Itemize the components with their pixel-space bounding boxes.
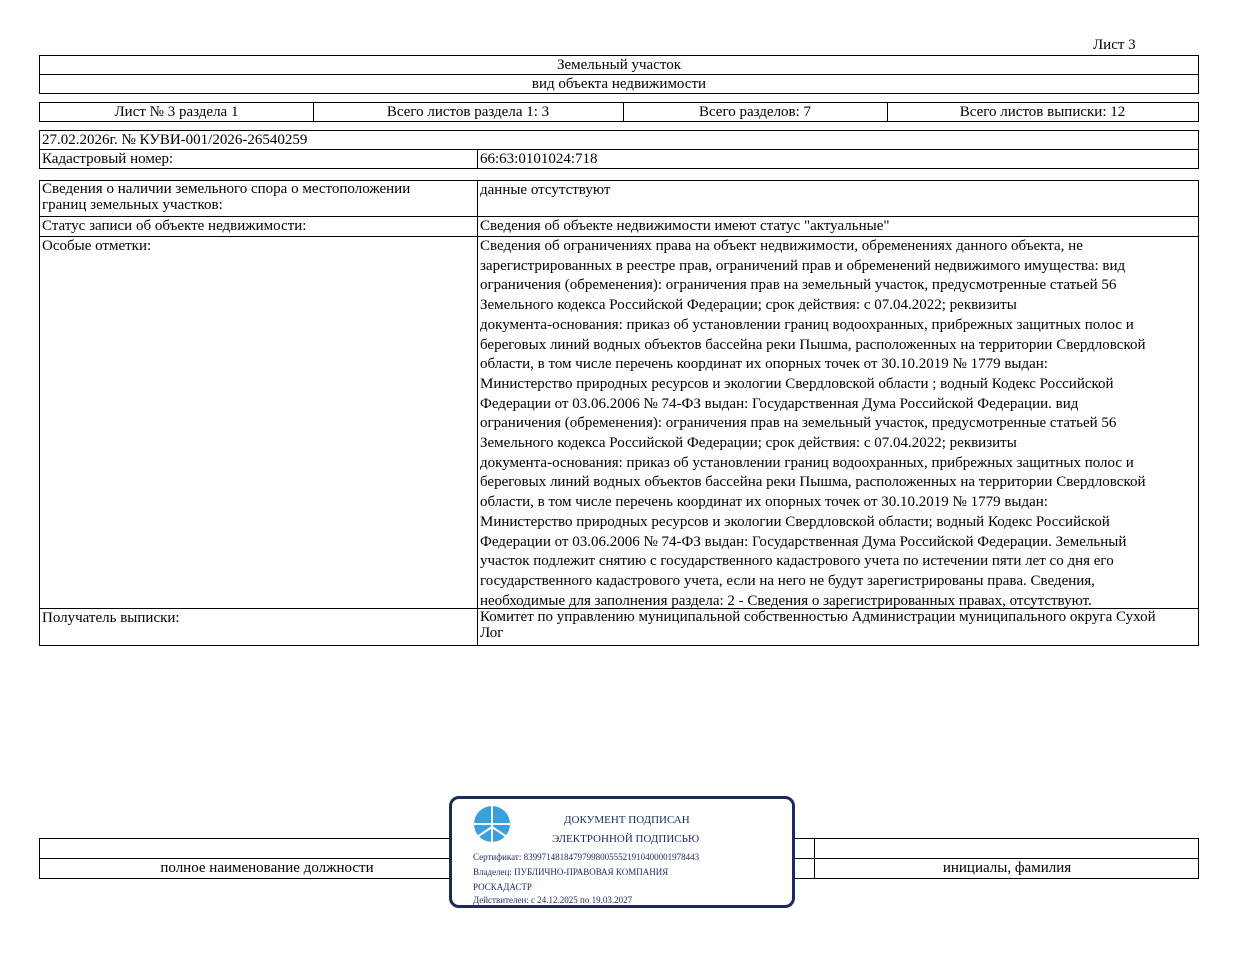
status-label: Статус записи об объекте недвижимости: bbox=[42, 218, 307, 234]
notes-line: необходимые для заполнения раздела: 2 - Сведения о зарегистрированных правах, отсутствуют. bbox=[480, 592, 1092, 609]
rosreestr-logo-icon bbox=[473, 805, 511, 843]
stamp-owner-org: РОСКАДАСТР bbox=[473, 882, 532, 892]
sheet-number: Лист № 3 раздела 1 bbox=[114, 104, 239, 120]
notes-line: Земельного кодекса Российской Федерации; срок действия: с 07.04.2022; реквизиты bbox=[480, 297, 1017, 314]
notes-line: береговых линий водных объектов бассейна реки Пышма, расположенных на территории Свердловской bbox=[480, 474, 1146, 491]
object-type-caption: вид объекта недвижимости bbox=[531, 76, 707, 92]
notes-line: Земельного кодекса Российской Федерации; срок действия: с 07.04.2022; реквизиты bbox=[480, 435, 1017, 452]
notes-label: Особые отметки: bbox=[42, 238, 152, 254]
cadastral-value: 66:63:0101024:718 bbox=[480, 151, 598, 167]
stamp-owner: Владелец: ПУБЛИЧНО-ПРАВОВАЯ КОМПАНИЯ bbox=[473, 867, 669, 877]
notes-value bbox=[480, 237, 1146, 611]
cadastral-label: Кадастровый номер: bbox=[42, 151, 174, 167]
notes-line: документа-основания: приказ об установлении границ водоохранных, прибрежных защитных полос и bbox=[480, 316, 1134, 333]
status-value: Сведения об объекте недвижимости имеют статус "актуальные" bbox=[480, 218, 890, 234]
notes-line: Федерации от 03.06.2006 № 74-ФЗ выдан: Государственная Дума Российской Федерации. Земельный bbox=[480, 533, 1127, 550]
stamp-subtitle: ЭЛЕКТРОННОЙ ПОДПИСЬЮ bbox=[552, 833, 700, 845]
stamp-certificate: Сертификат: 839971481847979980055521910400001978443 bbox=[473, 852, 700, 862]
sheet-label: Лист 3 bbox=[1093, 37, 1136, 53]
total-sections: Всего разделов: 7 bbox=[698, 104, 812, 120]
notes-line: государственного кадастрового учета, если на него не будут зарегистрированы права. Сведения, bbox=[480, 572, 1095, 589]
details-table bbox=[39, 180, 1199, 646]
recipient-value: Комитет по управлению муниципальной собственностью Администрации муниципального округа Сухой Лог bbox=[480, 609, 1156, 641]
sheet-meta-row bbox=[39, 102, 1199, 122]
stamp-validity: Действителен: с 24.12.2025 по 19.03.2027 bbox=[473, 895, 633, 905]
name-caption: инициалы, фамилия bbox=[942, 860, 1072, 876]
notes-line: области, в том числе перечень координат их опорных точек от 30.10.2019 № 1779 выдан: bbox=[480, 494, 1048, 511]
notes-line: области, в том числе перечень координат их опорных точек от 30.10.2019 № 1779 выдан: bbox=[480, 356, 1048, 373]
notes-line: Министерство природных ресурсов и экологии Свердловской области ; водный Кодекс Российской bbox=[480, 375, 1114, 392]
notes-line: Сведения об ограничениях права на объект недвижимости, обременениях данного объекта, не bbox=[480, 238, 1083, 254]
section-sheets: Всего листов раздела 1: 3 bbox=[386, 104, 550, 120]
recipient-label: Получатель выписки: bbox=[42, 610, 180, 626]
doc-number: 27.02.2026г. № КУВИ-001/2026-26540259 bbox=[42, 132, 308, 148]
total-sheets: Всего листов выписки: 12 bbox=[959, 104, 1126, 120]
stamp-title: ДОКУМЕНТ ПОДПИСАН bbox=[564, 814, 690, 826]
position-caption: полное наименование должности bbox=[160, 860, 374, 876]
notes-line: береговых линий водных объектов бассейна реки Пышма, расположенных на территории Свердловской bbox=[480, 336, 1146, 353]
notes-line: Федерации от 03.06.2006 № 74-ФЗ выдан: Государственная Дума Российской Федерации. вид bbox=[480, 395, 1079, 412]
notes-line: Министерство природных ресурсов и экологии Свердловской области; водный Кодекс Российской bbox=[480, 513, 1110, 530]
notes-line: участок подлежит снятию с государственного кадастрового учета по истечении пяти лет со дня его bbox=[480, 553, 1114, 570]
dispute-label: Сведения о наличии земельного спора о местоположении границ земельных участков: bbox=[42, 181, 411, 213]
doc-info bbox=[39, 130, 1199, 169]
notes-line: ограничения (обременения): ограничения прав на земельный участок, предусмотренные статьей 56 bbox=[480, 415, 1117, 432]
notes-line: зарегистрированных в реестре прав, ограничений прав и обременений недвижимого имущества: вид bbox=[480, 257, 1126, 274]
notes-line: документа-основания: приказ об установлении границ водоохранных, прибрежных защитных полос и bbox=[480, 454, 1134, 471]
dispute-value: данные отсутствуют bbox=[480, 182, 611, 198]
e-signature-stamp bbox=[449, 796, 795, 908]
notes-line: ограничения (обременения): ограничения прав на земельный участок, предусмотренные статьей 56 bbox=[480, 277, 1117, 294]
object-header bbox=[39, 55, 1199, 94]
object-kind: Земельный участок bbox=[556, 57, 682, 73]
